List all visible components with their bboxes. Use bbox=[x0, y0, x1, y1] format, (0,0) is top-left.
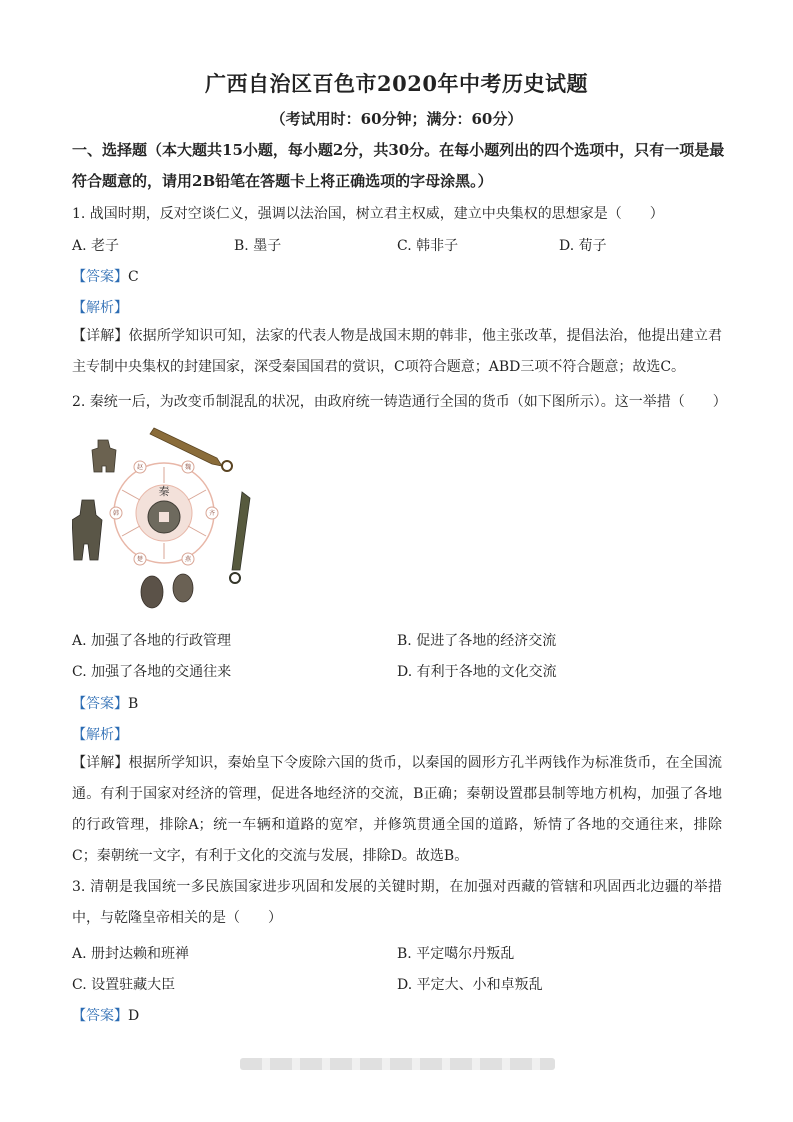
state-label-wei: 魏 bbox=[184, 464, 192, 471]
knife-coin-right bbox=[232, 492, 250, 570]
question-3-stem: 3. 清朝是我国统一多民族国家进步巩固和发展的关键时期，在加强对西藏的管辖和巩固西北边疆的举措中，与乾隆皇帝相关的是（ ） bbox=[72, 879, 722, 926]
q3-answer bbox=[72, 1005, 139, 1025]
detail-text: 根据所学知识，秦始皇下令废除六国的货币，以秦国的圆形方孔半两钱作为标准货币，在全国流通。有利于国家对经济的管理，促进各地经济的交流，B正确；秦朝设置郡县制等地方机构，加强了各地的行政管理，排除A；统一车辆和道路的宽窄，并修筑贯通全国的道路，矫情了各地的交通往来，排除C；秦朝统一文字，有利于文化的交流与发展，排除D。故选B。 bbox=[72, 755, 723, 864]
q1-option-a: A. 老子 bbox=[72, 238, 120, 254]
q1-option-d: D. 荀子 bbox=[559, 238, 607, 254]
question-2-stem: 2. 秦统一后，为改变币制混乱的状况，由政府统一铸造通行全国的货币（如下图所示）。这一举措（ ） bbox=[72, 394, 727, 410]
detail-tag: 【详解】 bbox=[72, 328, 129, 344]
q2-detail bbox=[72, 748, 722, 872]
q3-option-b: B. 平定噶尔丹叛乱 bbox=[397, 946, 515, 962]
answer-value: B bbox=[128, 696, 139, 712]
knife-coin-top bbox=[150, 428, 222, 466]
q1-detail bbox=[72, 321, 722, 383]
q1-answer bbox=[72, 266, 139, 286]
page-title: 广西自治区百色市2020年中考历史试题 bbox=[205, 71, 588, 96]
ant-nose-coin-1 bbox=[141, 576, 163, 608]
state-label-zhao: 赵 bbox=[136, 464, 144, 471]
analysis-tag: 【解析】 bbox=[72, 727, 128, 743]
q2-option-c: C. 加强了各地的交通往来 bbox=[72, 664, 232, 680]
q2-answer bbox=[72, 693, 138, 713]
state-label-qi: 齐 bbox=[208, 510, 216, 517]
q3-option-a: A. 册封达赖和班禅 bbox=[72, 946, 190, 962]
q2-analysis-tag bbox=[72, 724, 128, 744]
q3-option-d: D. 平定大、小和卓叛乱 bbox=[397, 977, 543, 993]
q2-option-b: B. 促进了各地的经济交流 bbox=[397, 633, 557, 649]
detail-text: 依据所学知识可知，法家的代表人物是战国末期的韩非，他主张改革，提倡法治，他提出建立君主专制中央集权的封建国家，深受秦国国君的赏识，C项符合题意；ABD三项不符合题意；故选C。 bbox=[72, 328, 723, 375]
question-1-stem: 1. 战国时期，反对空谈仁义，强调以法治国，树立君主权威，建立中央集权的思想家是（ ） bbox=[72, 206, 664, 222]
state-label-han: 韩 bbox=[112, 510, 120, 517]
coin-unification-figure bbox=[72, 420, 257, 615]
q1-option-c: C. 韩非子 bbox=[397, 238, 459, 254]
q1-analysis-tag bbox=[72, 297, 128, 317]
q2-option-d: D. 有利于各地的文化交流 bbox=[397, 664, 557, 680]
qin-label: 秦 bbox=[158, 485, 170, 498]
detail-tag: 【详解】 bbox=[72, 755, 129, 771]
knife-coin-ring bbox=[222, 461, 232, 471]
coin-diagram bbox=[72, 420, 257, 615]
coin-square-hole bbox=[159, 512, 169, 522]
answer-tag: 【答案】 bbox=[72, 696, 128, 712]
answer-value: D bbox=[128, 1008, 140, 1024]
ant-nose-coin-2 bbox=[173, 574, 193, 602]
answer-tag: 【答案】 bbox=[72, 1008, 128, 1024]
blurred-footer-watermark bbox=[240, 1058, 555, 1070]
spade-coin-top bbox=[92, 440, 116, 472]
answer-tag: 【答案】 bbox=[72, 269, 128, 285]
state-label-yan: 燕 bbox=[184, 556, 192, 563]
analysis-tag: 【解析】 bbox=[72, 300, 128, 316]
knife-coin-right-ring bbox=[230, 573, 240, 583]
spade-coin-left bbox=[72, 500, 102, 560]
q3-option-c: C. 设置驻藏大臣 bbox=[72, 977, 176, 993]
section-heading: 一、选择题（本大题共15小题，每小题2分，共30分。在每小题列出的四个选项中，只有一项是最符合题意的，请用2B铅笔在答题卡上将正确选项的字母涂黑。） bbox=[72, 141, 725, 190]
state-label-chu: 楚 bbox=[136, 556, 144, 563]
exam-info: （考试用时：60分钟；满分：60分） bbox=[270, 110, 523, 128]
q1-option-b: B. 墨子 bbox=[234, 238, 282, 254]
answer-value: C bbox=[128, 269, 139, 285]
q2-option-a: A. 加强了各地的行政管理 bbox=[72, 633, 232, 649]
